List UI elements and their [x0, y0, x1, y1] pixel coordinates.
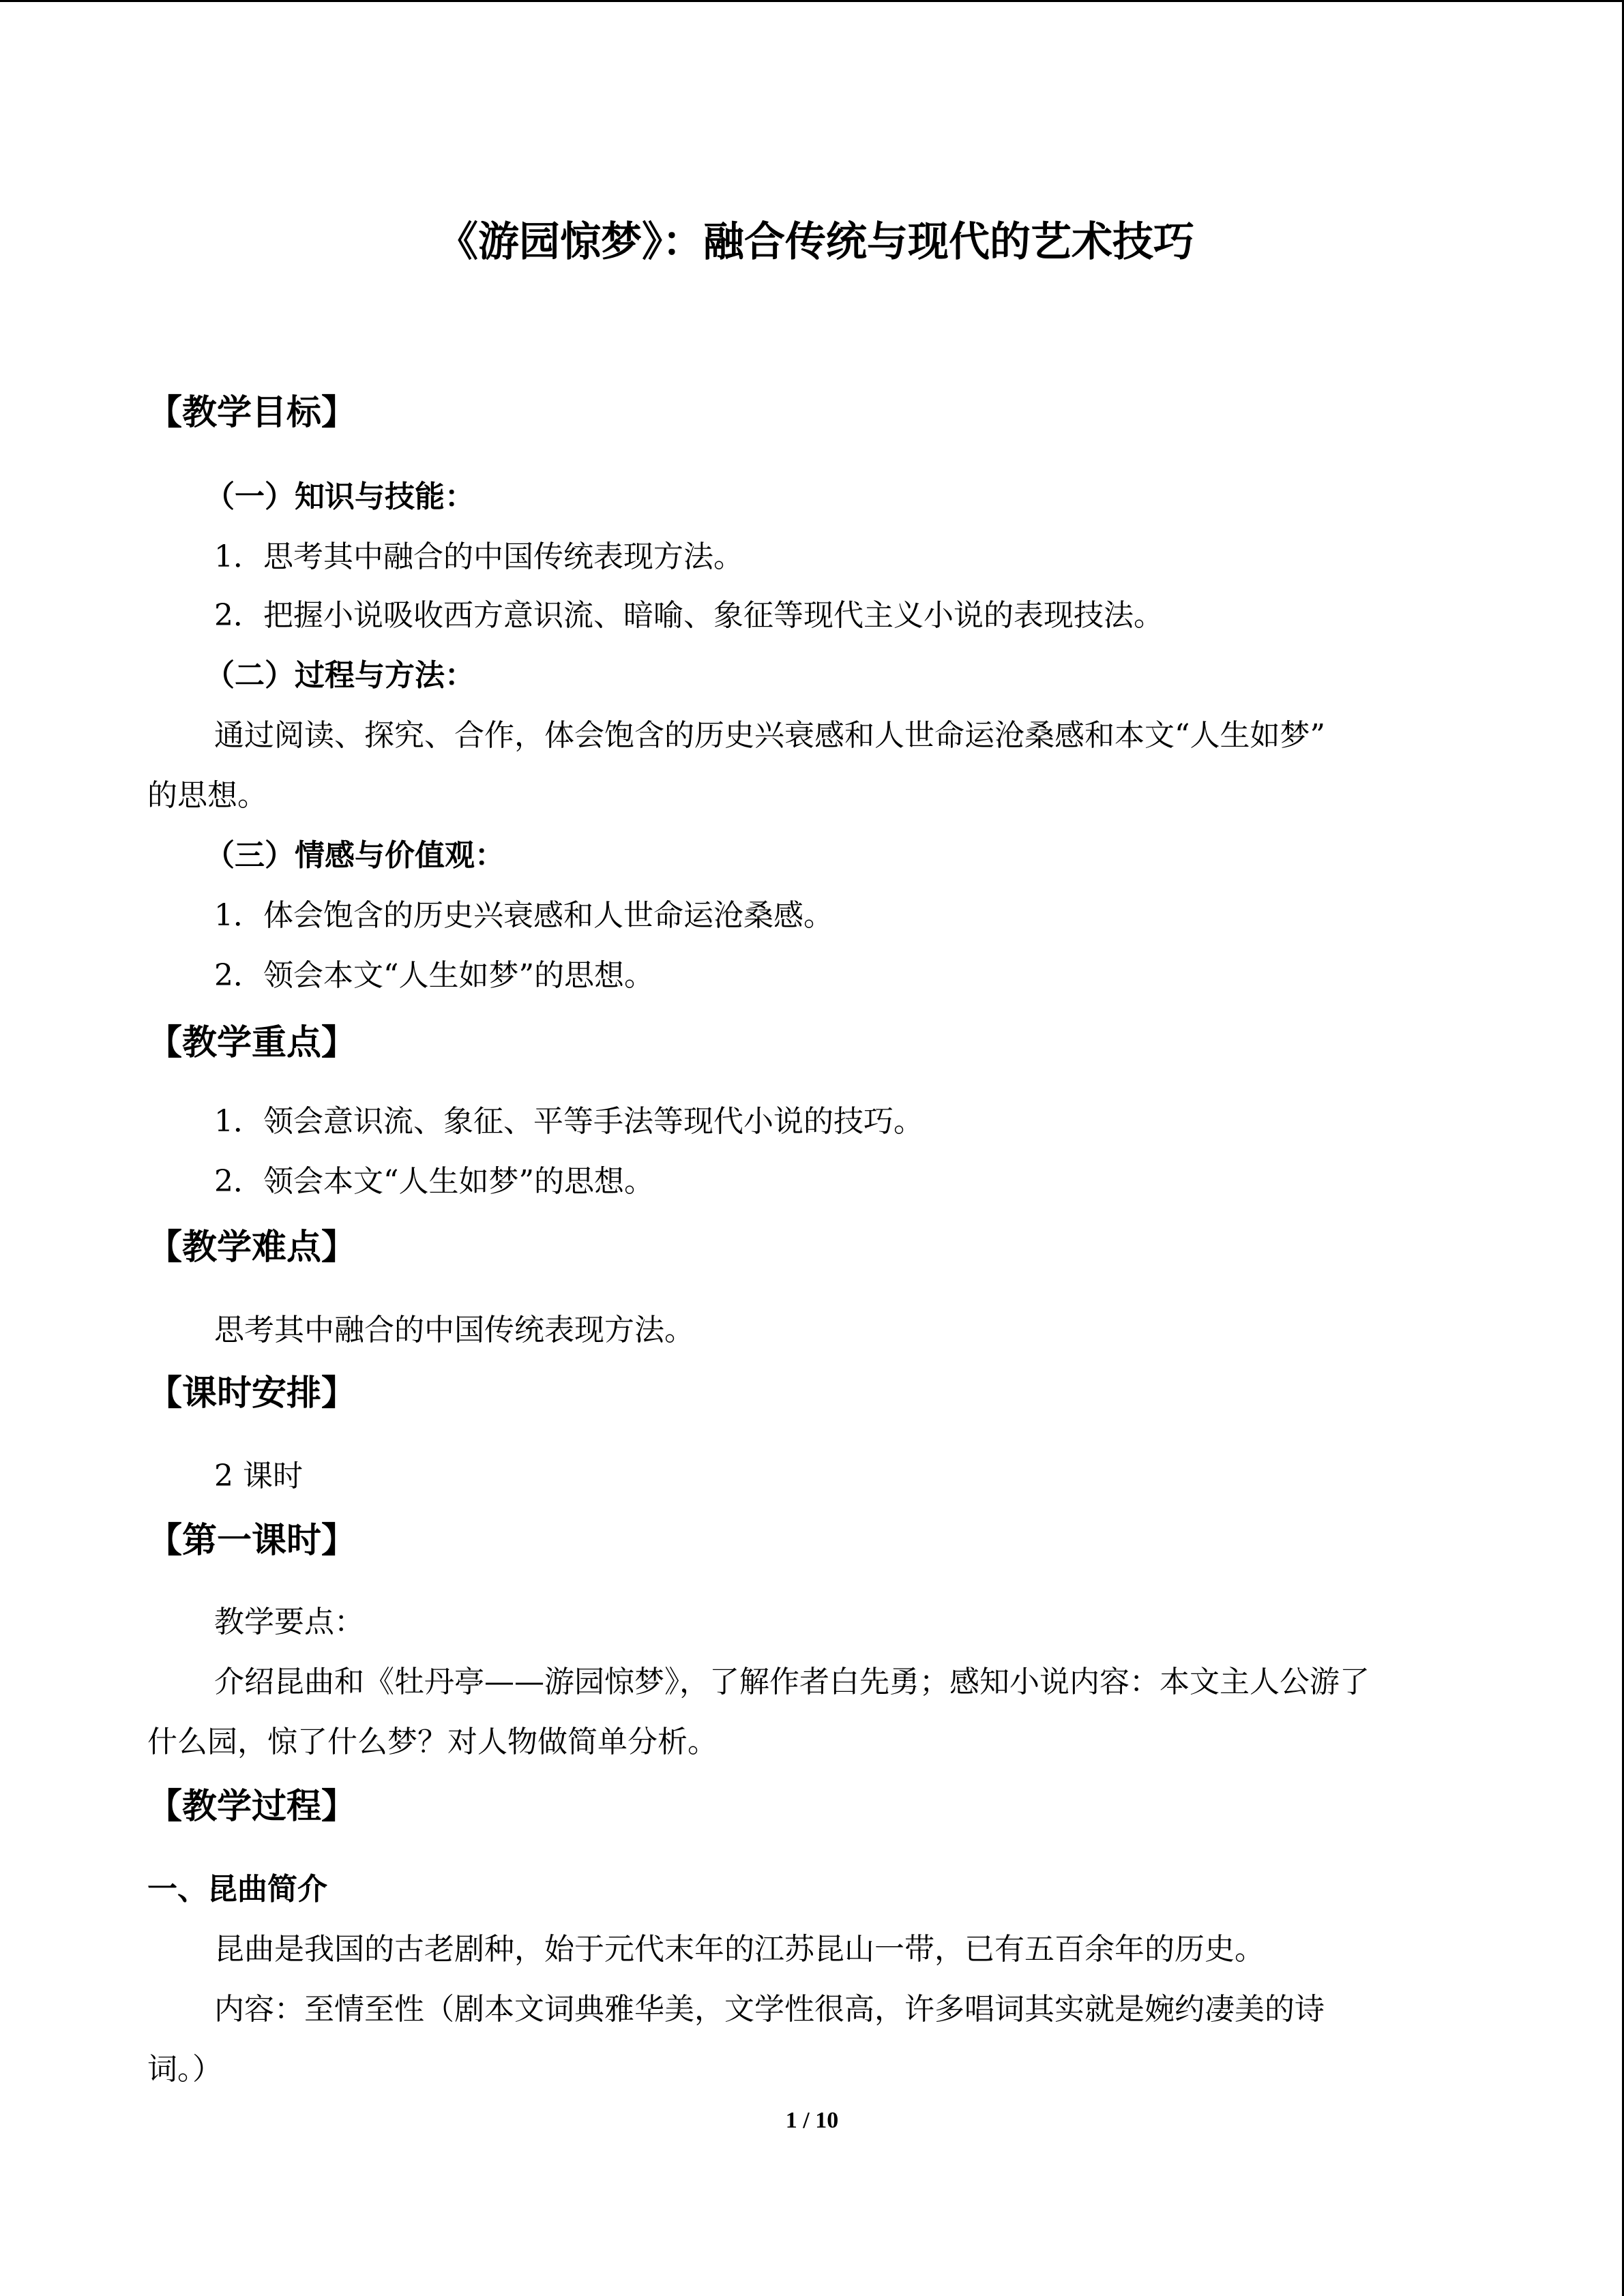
- first-lesson-text-line2: 什么园，惊了什么梦？对人物做简单分析。: [147, 1725, 718, 1759]
- key-point-item-2: 2．领会本文“人生如梦”的思想。: [214, 1164, 654, 1199]
- objectives-heading: 【教学目标】: [147, 393, 357, 433]
- page-number: 1 / 10: [785, 2108, 839, 2133]
- emotion-item-1: 1．体会饱含的历史兴衰感和人世命运沧桑感。: [214, 898, 833, 933]
- emotion-values-heading: （三）情感与价值观：: [205, 838, 505, 873]
- kunqu-content-text-line2: 词。）: [147, 2052, 222, 2087]
- schedule-heading: 【课时安排】: [147, 1373, 357, 1414]
- objective-item-1: 1．思考其中融合的中国传统表现方法。: [214, 539, 743, 574]
- kunqu-intro-text: 昆曲是我国的古老剧种，始于元代末年的江苏昆山一带，已有五百余年的历史。: [214, 1932, 1265, 1967]
- process-heading: 【教学过程】: [147, 1787, 357, 1827]
- teaching-points-label: 教学要点：: [214, 1605, 364, 1639]
- schedule-text: 2 课时: [214, 1459, 303, 1493]
- process-method-heading: （二）过程与方法：: [205, 658, 475, 693]
- difficulties-text: 思考其中融合的中国传统表现方法。: [214, 1313, 694, 1347]
- key-points-heading: 【教学重点】: [147, 1023, 357, 1063]
- key-point-item-1: 1．领会意识流、象征、平等手法等现代小说的技巧。: [214, 1104, 924, 1139]
- process-method-text-line2: 的思想。: [147, 778, 267, 813]
- difficulties-heading: 【教学难点】: [147, 1227, 357, 1268]
- first-lesson-heading: 【第一课时】: [147, 1521, 357, 1561]
- kunqu-intro-heading: 一、昆曲简介: [147, 1872, 327, 1907]
- first-lesson-text-line1: 介绍昆曲和《牡丹亭——游园惊梦》，了解作者白先勇；感知小说内容：本文主人公游了: [214, 1665, 1370, 1699]
- emotion-item-2: 2．领会本文“人生如梦”的思想。: [214, 958, 654, 993]
- kunqu-content-text-line1: 内容：至情至性（剧本文词典雅华美，文学性很高，许多唱词其实就是婉约凄美的诗: [214, 1992, 1325, 2027]
- objective-item-2: 2．把握小说吸收西方意识流、暗喻、象征等现代主义小说的表现技法。: [214, 598, 1164, 633]
- knowledge-skills-heading: （一）知识与技能：: [205, 479, 475, 514]
- process-method-text-line1: 通过阅读、探究、合作，体会饱含的历史兴衰感和人世命运沧桑感和本文“人生如梦”: [214, 718, 1325, 753]
- document-title: 《游园惊梦》：融合传统与现代的艺术技巧: [437, 218, 1194, 266]
